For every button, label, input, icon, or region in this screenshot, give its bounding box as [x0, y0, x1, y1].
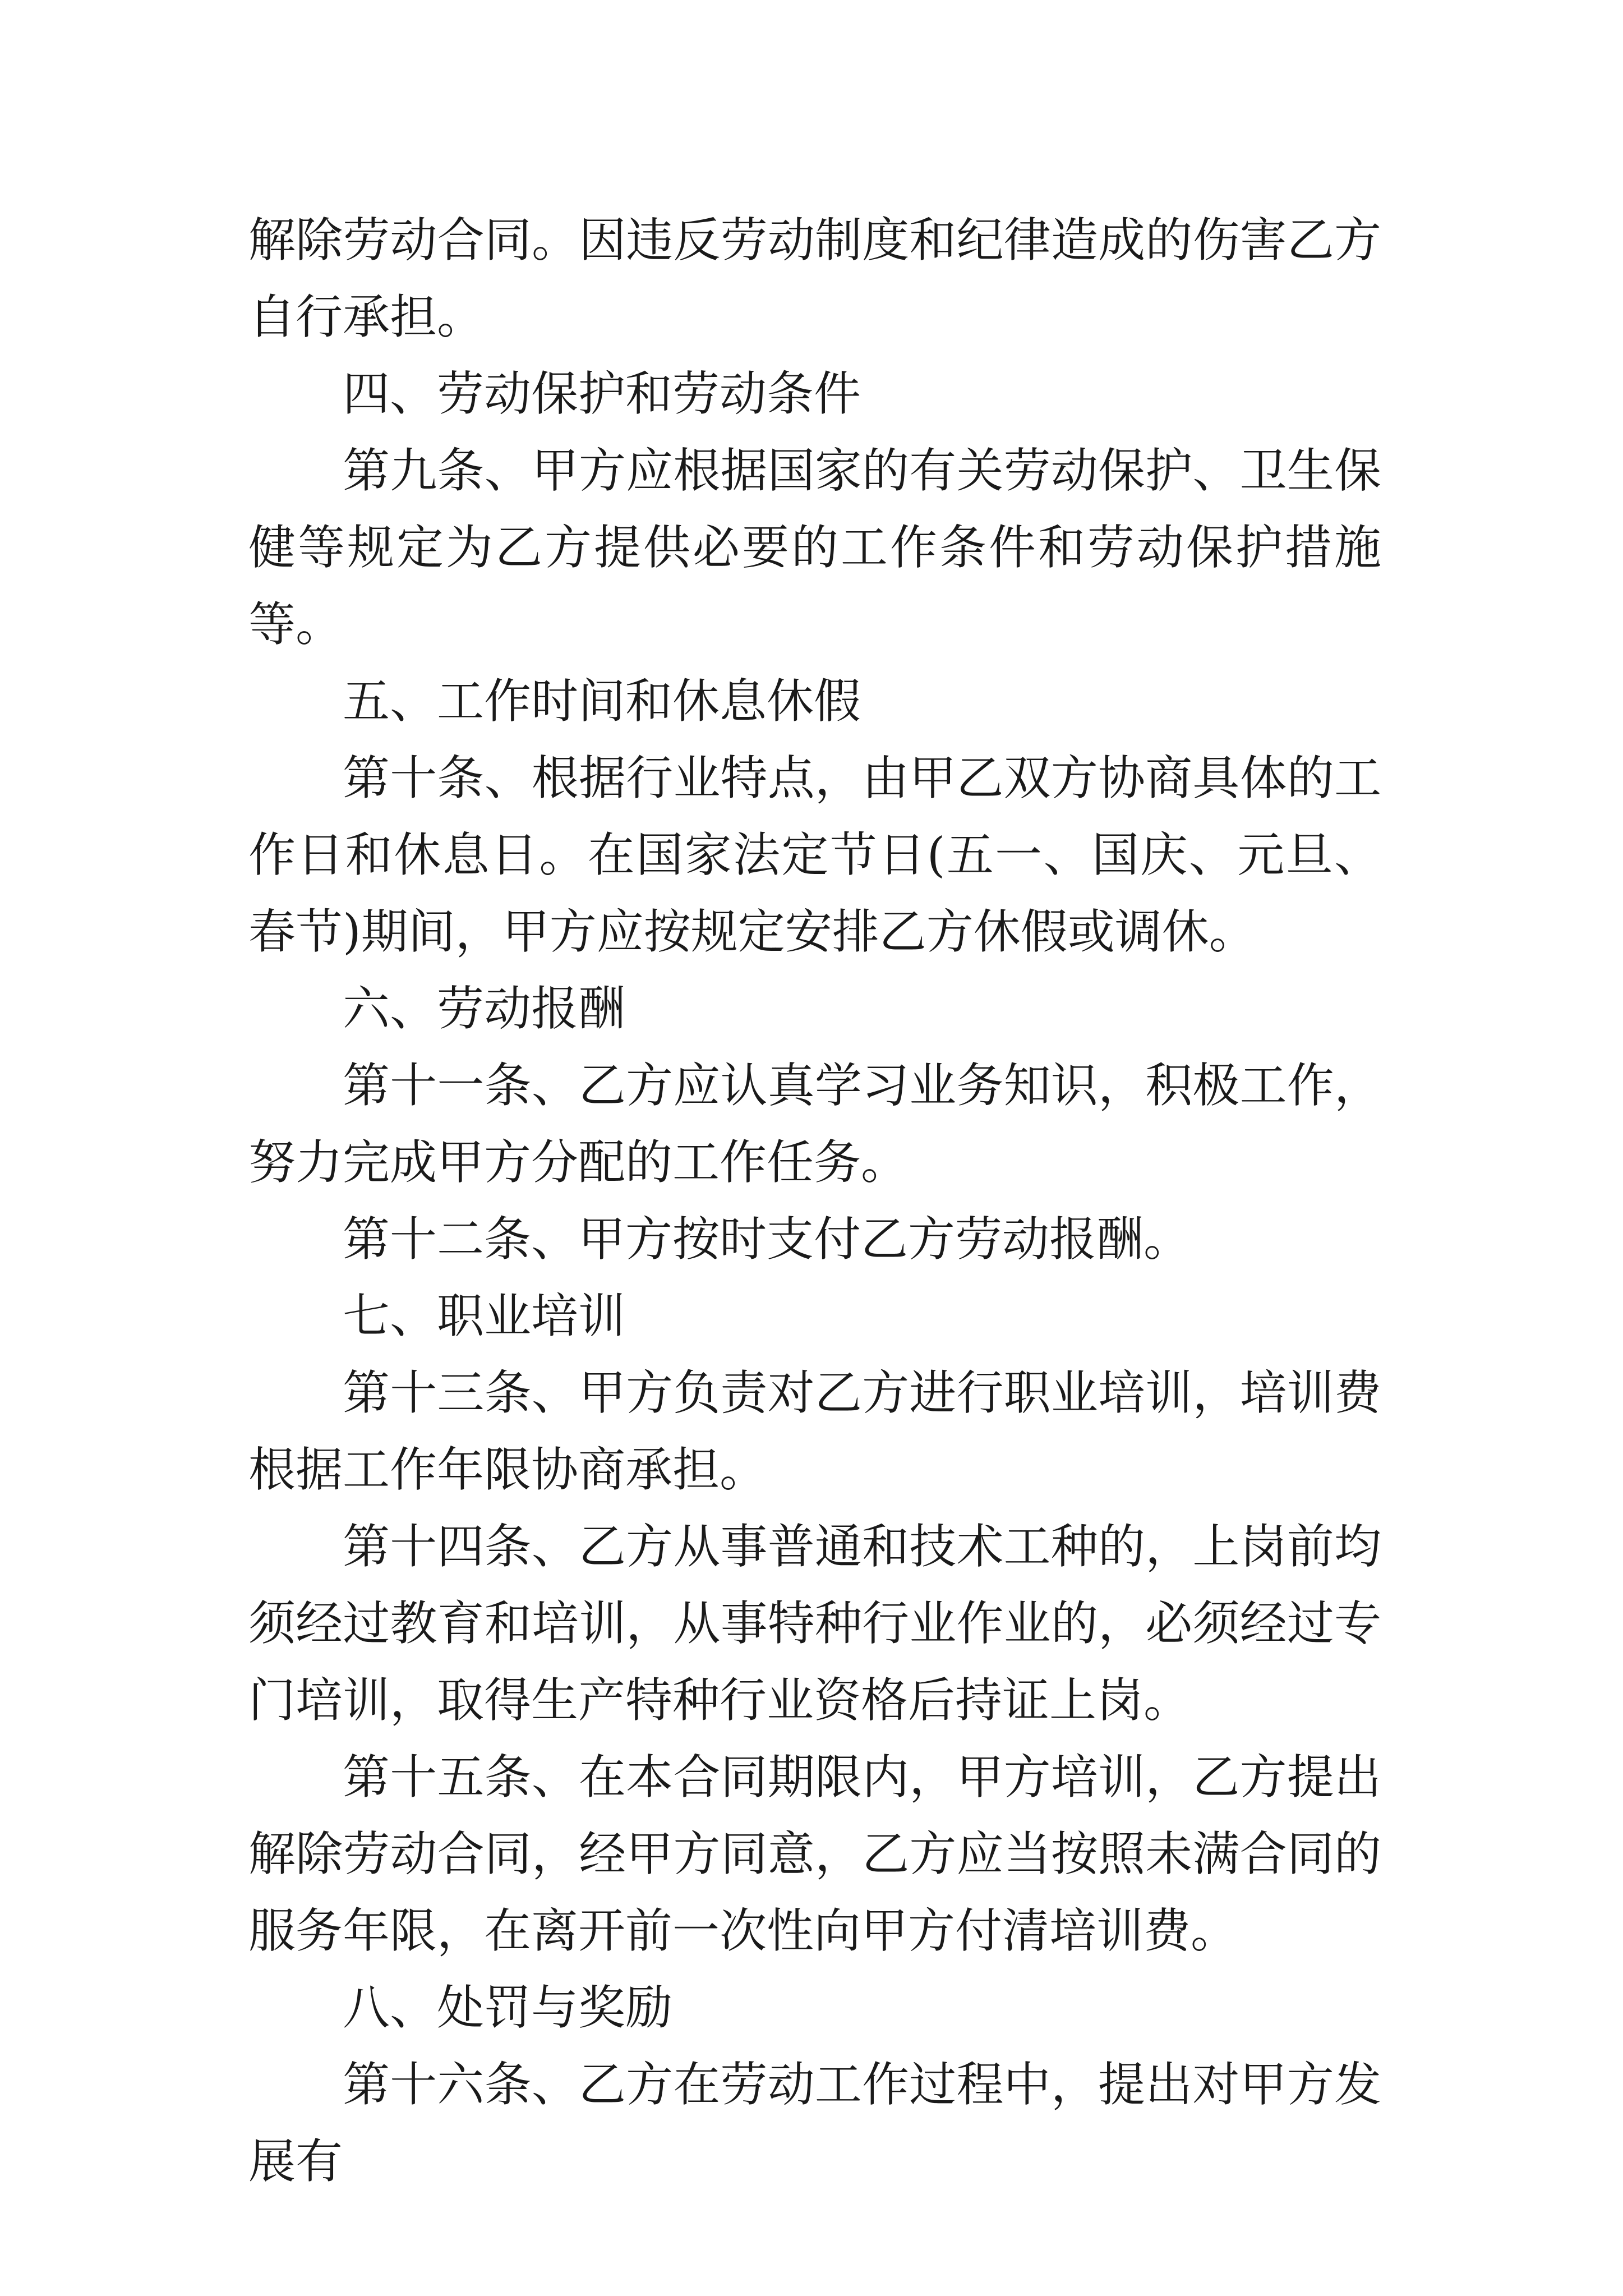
section-heading-working-hours: 五、工作时间和休息休假 [343, 674, 861, 729]
article-16: 第十六条、乙方在劳动工作过程中，提出对甲方发展有 [248, 2057, 1381, 2189]
paragraph-continuation: 解除劳动合同。因违反劳动制度和纪律造成的伤害乙方自行承担。 [248, 213, 1381, 344]
section-heading-labor-protection: 四、劳动保护和劳动条件 [343, 366, 861, 421]
article-12: 第十二条、甲方按时支付乙方劳动报酬。 [343, 1212, 1191, 1267]
article-11: 第十一条、乙方应认真学习业务知识，积极工作，努力完成甲方分配的工作任务。 [248, 1058, 1381, 1190]
section-heading-remuneration: 六、劳动报酬 [343, 981, 626, 1036]
article-14: 第十四条、乙方从事普通和技术工种的，上岗前均须经过教育和培训，从事特种行业作业的，必须经过专门培训，取得生产特种行业资格后持证上岗。 [248, 1519, 1381, 1728]
article-10: 第十条、根据行业特点，由甲乙双方协商具体的工作日和休息日。在国家法定节日(五一、国庆、元旦、春节)期间，甲方应按规定安排乙方休假或调休。 [248, 751, 1381, 959]
contract-body [248, 202, 1381, 2200]
section-heading-penalties-rewards: 八、处罚与奖励 [343, 1980, 673, 2035]
article-15: 第十五条、在本合同期限内，甲方培训，乙方提出解除劳动合同，经甲方同意，乙方应当按照未满合同的服务年限，在离开前一次性向甲方付清培训费。 [248, 1750, 1381, 1958]
article-13: 第十三条、甲方负责对乙方进行职业培训，培训费根据工作年限协商承担。 [248, 1365, 1381, 1497]
section-heading-training: 七、职业培训 [343, 1289, 626, 1343]
article-9: 第九条、甲方应根据国家的有关劳动保护、卫生保健等规定为乙方提供必要的工作条件和劳动保护措施等。 [248, 443, 1381, 652]
